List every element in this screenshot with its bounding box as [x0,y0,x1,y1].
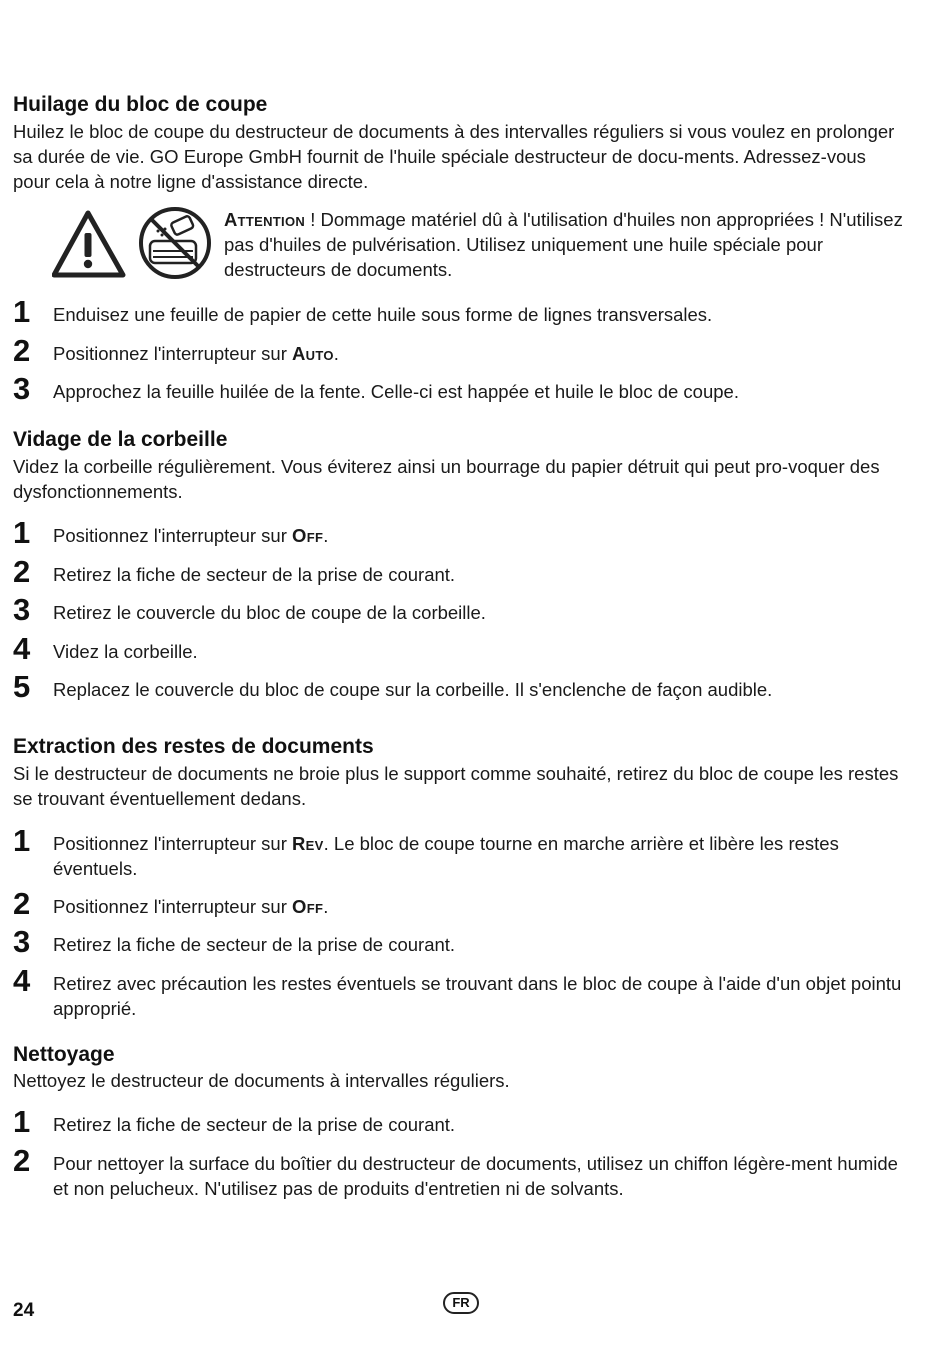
step-number: 2 [13,333,31,368]
step-number: 2 [13,1143,31,1178]
step-text: Replacez le couvercle du bloc de coupe sur la corbeille. Il s'enclenche de façon audible. [53,679,773,700]
section-title-oiling: Huilage du bloc de coupe [13,93,268,116]
section-title-emptying: Vidage de la corbeille [13,428,228,451]
switch-position-label: Rev [292,833,324,854]
step-number: 4 [13,631,31,666]
warning-triangle-icon [54,213,123,275]
step-number: 5 [13,669,31,704]
step-number: 1 [13,294,31,329]
step-number: 2 [13,886,31,921]
warning-text: ! Dommage matériel dû à l'utilisation d'huiles non appropriées ! N'utilisez pas d'huiles de pulvérisation. Utilisez uniquement une huile spéciale pour destructeurs de documents. [224,209,903,280]
step-text: Videz la corbeille. [53,641,198,662]
section-intro-oiling: Huilez le bloc de coupe du destructeur de documents à des intervalles réguliers si vous voulez en prolonger sa durée de vie. GO Europe GmbH fournit de l'huile spéciale destructeur de docu-ments. Adressez-vous pour cela à notre ligne d'assistance directe. [13,121,895,192]
step-text-post: . [333,343,339,364]
step-number: 1 [13,515,31,550]
step-text: Retirez le couvercle du bloc de coupe de la corbeille. [53,602,486,623]
warning-icons [52,205,217,285]
step-text-pre: Positionnez l'interrupteur sur [53,525,293,546]
switch-position-label: Auto [292,343,334,364]
step-text-post: . [323,896,329,917]
step-number: 2 [13,554,31,589]
step-text-post: . [323,525,329,546]
language-badge: FR [443,1292,479,1314]
step-text: Pour nettoyer la surface du boîtier du destructeur de documents, utilisez un chiffon légère-ment humide et non pelucheux. N'utilisez pas de produits d'entretien ni de solvants. [53,1153,898,1199]
step-text: Enduisez une feuille de papier de cette huile sous forme de lignes transversales. [53,304,713,325]
step-text: Approchez la feuille huilée de la fente. Celle-ci est happée et huile le bloc de coupe. [53,381,739,402]
step-number: 1 [13,823,31,858]
step-text [53,523,903,548]
step-text: Retirez la fiche de secteur de la prise de courant. [53,1114,456,1135]
step-text [53,341,903,366]
section-title-cleaning: Nettoyage [13,1043,115,1066]
warning-label: Attention [224,209,306,230]
section-intro-cleaning: Nettoyez le destructeur de documents à intervalles réguliers. [13,1070,510,1091]
section-title-extraction: Extraction des restes de documents [13,735,374,758]
step-text-pre: Positionnez l'interrupteur sur [53,343,293,364]
step-text: Retirez avec précaution les restes éventuels se trouvant dans le bloc de coupe à l'aide d'un objet pointu approprié. [53,973,902,1019]
step-text: Retirez la fiche de secteur de la prise de courant. [53,934,456,955]
step-text [53,831,903,881]
step-text-pre: Positionnez l'interrupteur sur [53,896,293,917]
step-number: 3 [13,592,31,627]
step-text: Retirez la fiche de secteur de la prise de courant. [53,564,456,585]
step-number: 4 [13,963,31,998]
warning-message [224,207,914,282]
page-number: 24 [13,1300,35,1321]
step-text-post: . Le bloc de coupe tourne en marche arrière et libère les restes éventuels. [53,833,839,879]
step-number: 1 [13,1104,31,1139]
no-spray-icon [141,209,209,277]
section-intro-emptying: Videz la corbeille régulièrement. Vous éviterez ainsi un bourrage du papier détruit qui peut pro-voquer des dysfonctionnements. [13,456,880,502]
step-number: 3 [13,371,31,406]
step-text [53,894,903,919]
step-text-pre: Positionnez l'interrupteur sur [53,833,293,854]
switch-position-label: Off [292,896,324,917]
switch-position-label: Off [292,525,324,546]
section-intro-extraction: Si le destructeur de documents ne broie plus le support comme souhaité, retirez du bloc de coupe les restes se trouvant éventuellement dedans. [13,763,899,809]
step-number: 3 [13,924,31,959]
